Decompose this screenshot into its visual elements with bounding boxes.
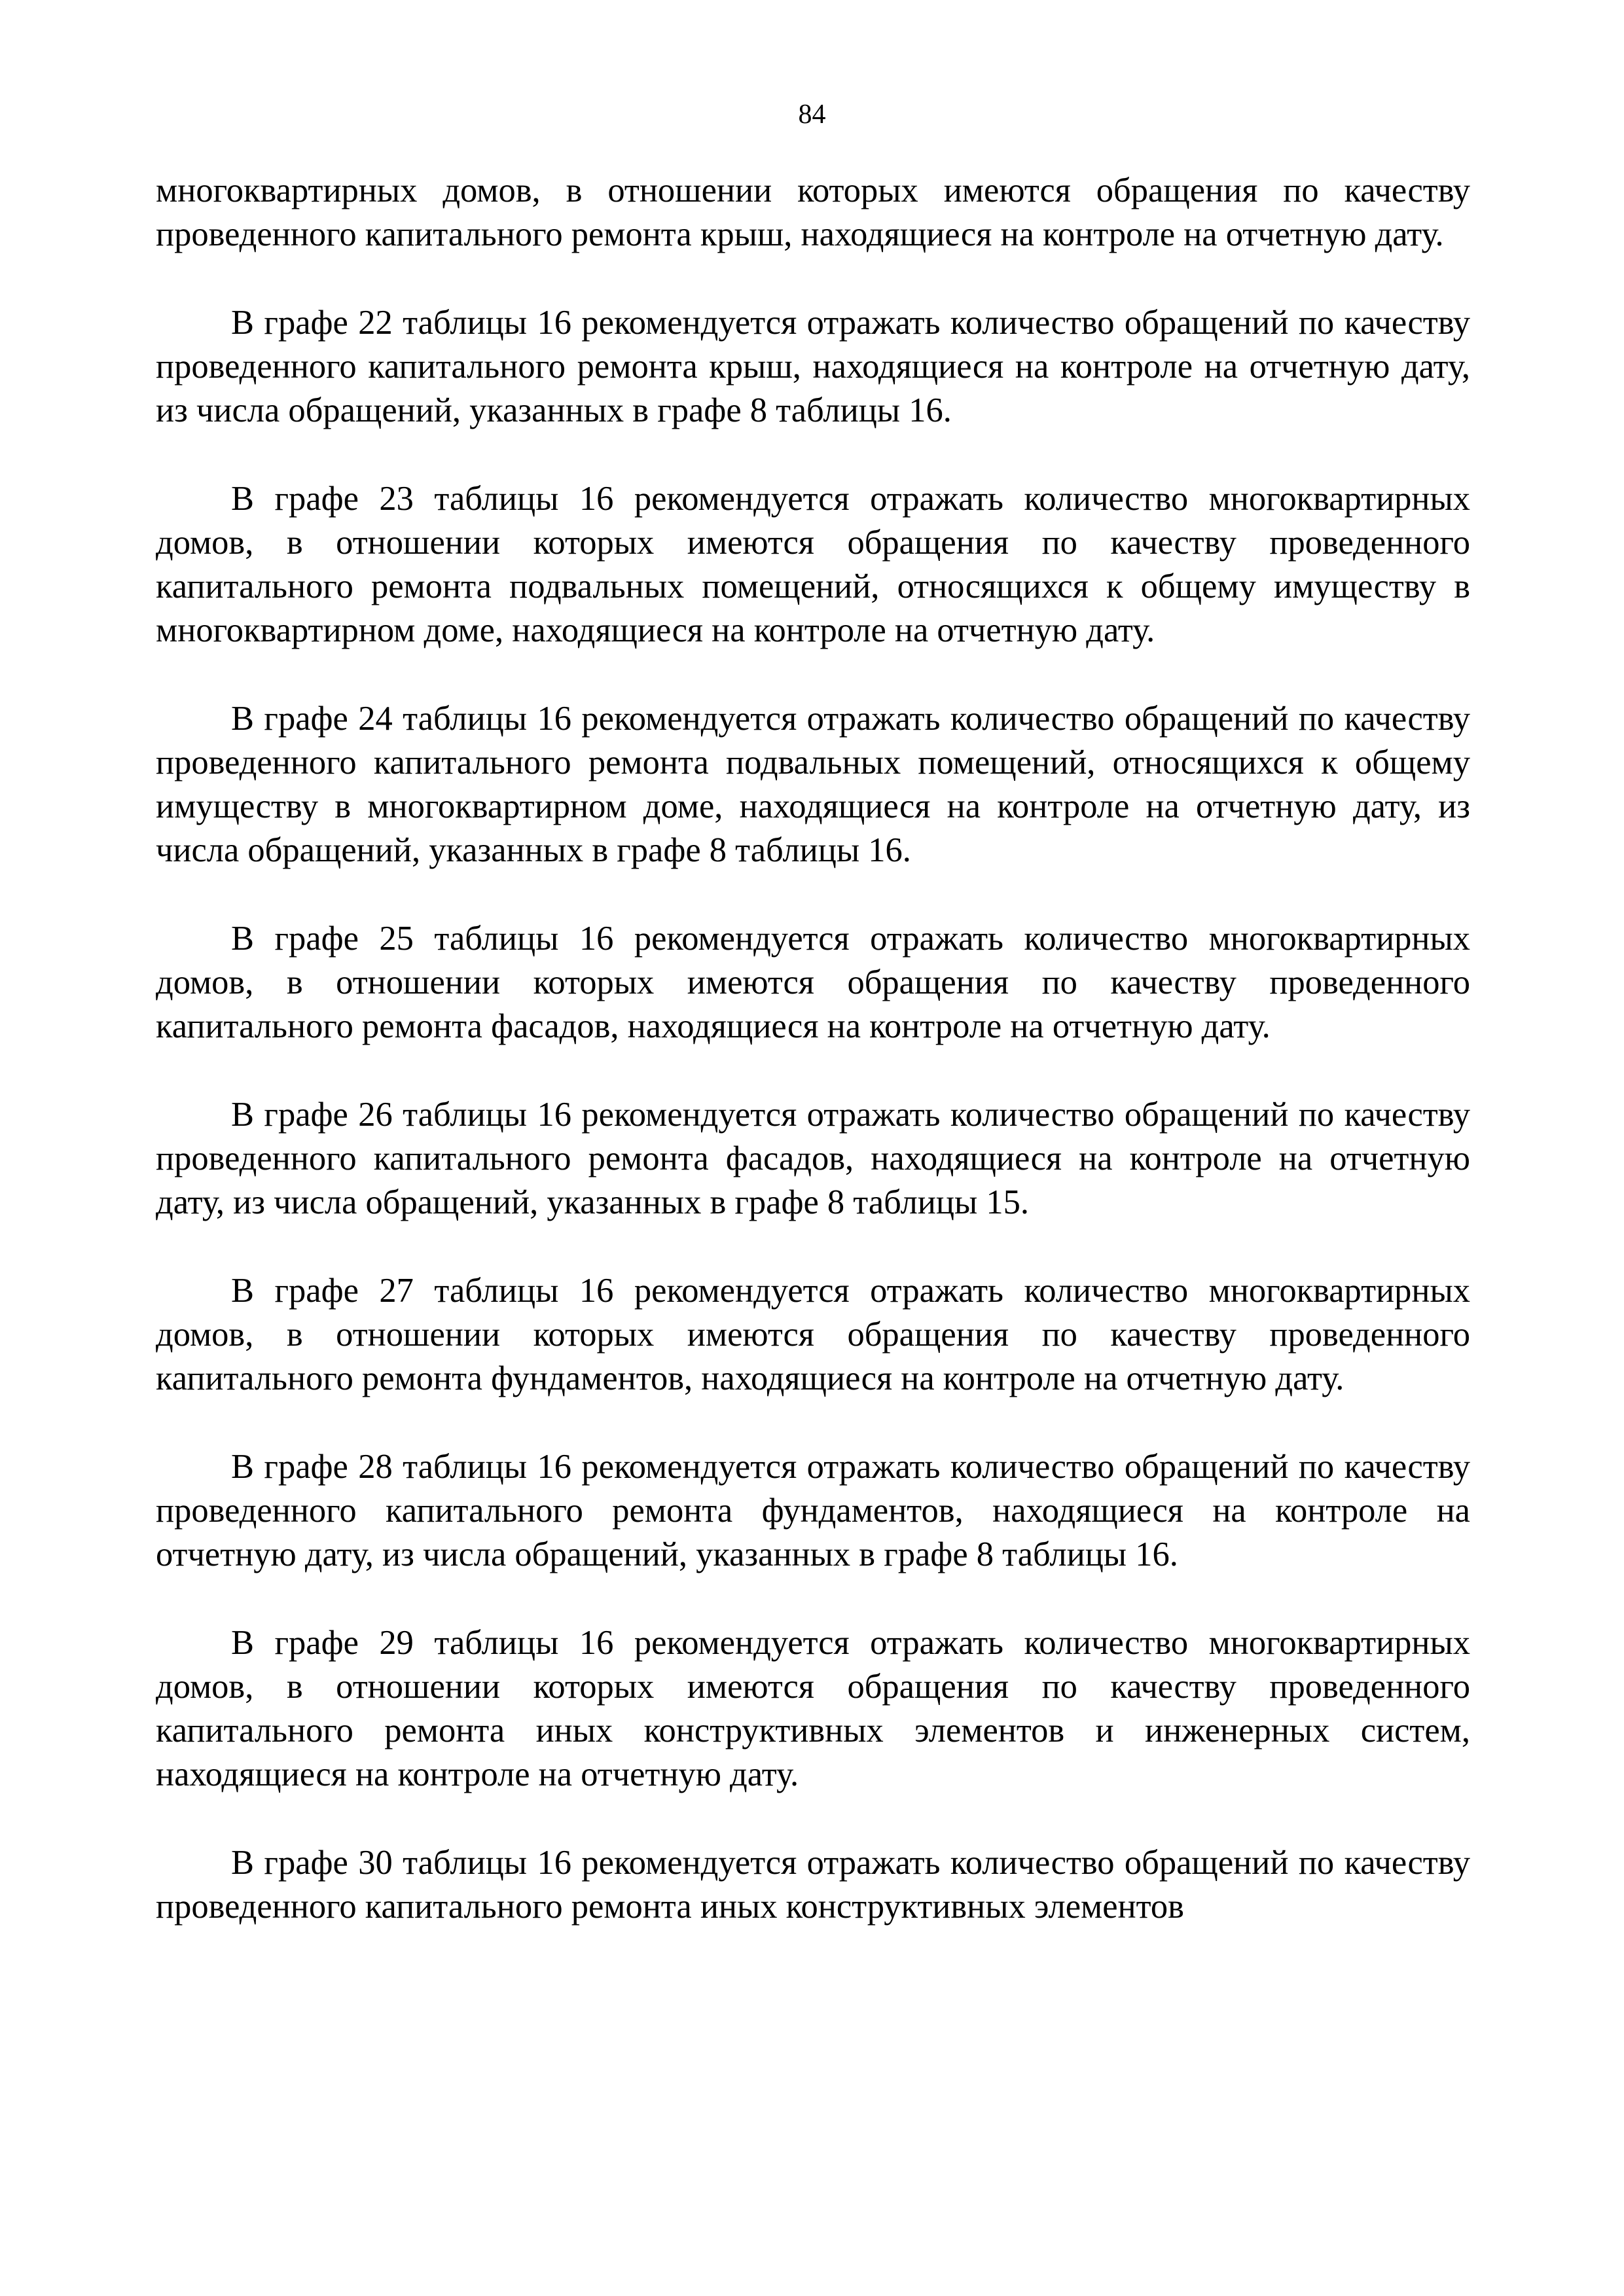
paragraph-4: В графе 24 таблицы 16 рекомендуется отражать количество обращений по качеству проведенного капитального ремонта подвальных помещений, относящихся к общему имуществу в многоквартирном доме, находящиеся на контроле на отчетную дату, из числа обращений, указанных в графе 8 таблицы 16. — [156, 700, 1470, 869]
paragraph-5: В графе 25 таблицы 16 рекомендуется отражать количество многоквартирных домов, в отношении которых имеются обращения по качеству проведенного капитального ремонта фасадов, находящиеся на контроле на отчетную дату. — [156, 920, 1470, 1045]
paragraph-8: В графе 28 таблицы 16 рекомендуется отражать количество обращений по качеству проведенного капитального ремонта фундаментов, находящиеся на контроле на отчетную дату, из числа обращений, указанных в графе 8 таблицы 16. — [156, 1448, 1470, 1573]
paragraph-6: В графе 26 таблицы 16 рекомендуется отражать количество обращений по качеству проведенного капитального ремонта фасадов, находящиеся на контроле на отчетную дату, из числа обращений, указанных в графе 8 таблицы 15. — [156, 1096, 1470, 1221]
paragraph-10: В графе 30 таблицы 16 рекомендуется отражать количество обращений по качеству проведенного капитального ремонта иных конструктивных элементов — [156, 1844, 1470, 1926]
paragraph-9: В графе 29 таблицы 16 рекомендуется отражать количество многоквартирных домов, в отношении которых имеются обращения по качеству проведенного капитального ремонта иных конструктивных элементов и инженерных систем, находящиеся на контроле на отчетную дату. — [156, 1624, 1470, 1793]
paragraph-2: В графе 22 таблицы 16 рекомендуется отражать количество обращений по качеству проведенного капитального ремонта крыш, находящиеся на контроле на отчетную дату, из числа обращений, указанных в графе 8 таблицы 16. — [156, 304, 1470, 429]
paragraph-1: многоквартирных домов, в отношении которых имеются обращения по качеству проведенного капитального ремонта крыш, находящиеся на контроле на отчетную дату. — [156, 171, 1470, 253]
paragraph-7: В графе 27 таблицы 16 рекомендуется отражать количество многоквартирных домов, в отношении которых имеются обращения по качеству проведенного капитального ремонта фундаментов, находящиеся на контроле на отчетную дату. — [156, 1272, 1470, 1397]
body-text — [156, 169, 1470, 1929]
page-number: 84 — [798, 99, 826, 130]
paragraph-3: В графе 23 таблицы 16 рекомендуется отражать количество многоквартирных домов, в отношении которых имеются обращения по качеству проведенного капитального ремонта подвальных помещений, относящихся к общему имуществу в многоквартирном доме, находящиеся на контроле на отчетную дату. — [156, 480, 1470, 649]
